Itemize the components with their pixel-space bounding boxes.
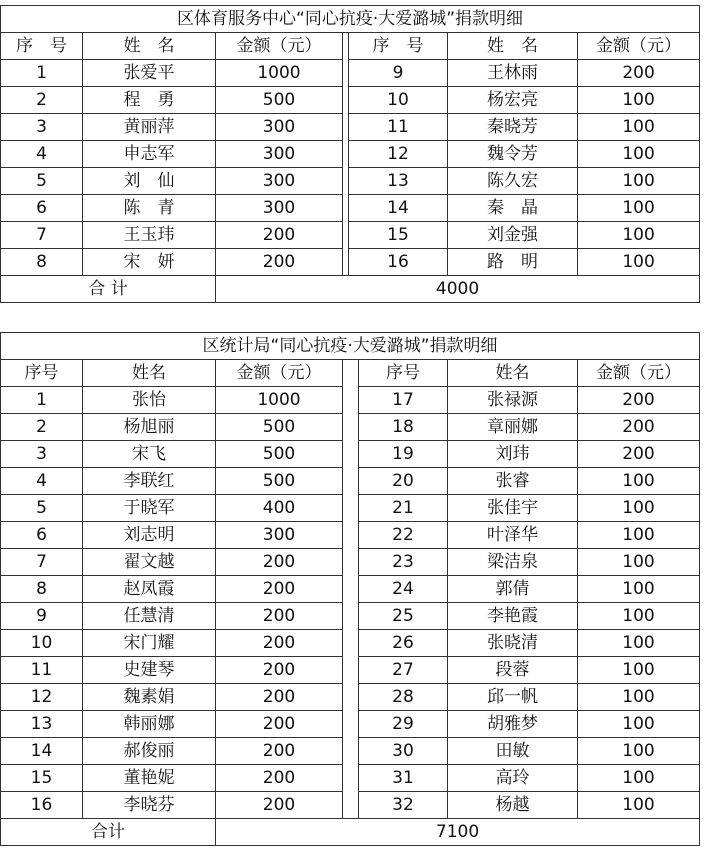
- column-divider: [343, 441, 359, 468]
- cell-amount: 100: [578, 657, 700, 684]
- cell-amount: 100: [578, 222, 700, 249]
- cell-index: 13: [1, 711, 83, 738]
- cell-index: 15: [349, 222, 448, 249]
- donation-table-statistics-bureau: [0, 332, 700, 846]
- column-divider: [343, 792, 359, 819]
- cell-index: 2: [1, 87, 83, 114]
- cell-amount: 1000: [216, 387, 343, 414]
- cell-index: 18: [359, 414, 448, 441]
- cell-index: 4: [1, 141, 83, 168]
- cell-name: 魏令芳: [448, 141, 578, 168]
- cell-index: 9: [349, 60, 448, 87]
- cell-amount: 200: [216, 738, 343, 765]
- cell-index: 30: [359, 738, 448, 765]
- column-divider: [343, 657, 359, 684]
- cell-name: 胡雅梦: [448, 711, 578, 738]
- cell-name: 李艳霞: [448, 603, 578, 630]
- cell-name: 刘 仙: [83, 168, 216, 195]
- cell-amount: 1000: [216, 60, 343, 87]
- cell-index: 19: [359, 441, 448, 468]
- cell-name: 张禄源: [448, 387, 578, 414]
- cell-index: 28: [359, 684, 448, 711]
- cell-index: 1: [1, 387, 83, 414]
- cell-index: 14: [349, 195, 448, 222]
- cell-amount: 100: [578, 792, 700, 819]
- cell-index: 16: [349, 249, 448, 276]
- cell-amount: 100: [578, 141, 700, 168]
- table-title: 区统计局“同心抗疫·大爱潞城”捐款明细: [1, 333, 700, 360]
- cell-name: 李联红: [83, 468, 216, 495]
- cell-index: 10: [349, 87, 448, 114]
- cell-index: 7: [1, 549, 83, 576]
- cell-index: 8: [1, 576, 83, 603]
- table-row: [1, 468, 700, 495]
- cell-index: 10: [1, 630, 83, 657]
- cell-name: 陈 青: [83, 195, 216, 222]
- cell-amount: 200: [216, 549, 343, 576]
- header-row: [1, 360, 700, 387]
- cell-index: 32: [359, 792, 448, 819]
- cell-amount: 200: [216, 603, 343, 630]
- column-divider: [343, 630, 359, 657]
- cell-name: 申志军: [83, 141, 216, 168]
- cell-amount: 200: [216, 765, 343, 792]
- cell-name: 杨宏亮: [448, 87, 578, 114]
- cell-amount: 300: [216, 522, 343, 549]
- table-row: [1, 549, 700, 576]
- cell-index: 22: [359, 522, 448, 549]
- cell-index: 4: [1, 468, 83, 495]
- cell-index: 11: [349, 114, 448, 141]
- cell-index: 16: [1, 792, 83, 819]
- cell-index: 7: [1, 222, 83, 249]
- column-divider: [343, 603, 359, 630]
- total-value: 7100: [216, 819, 700, 846]
- cell-name: 王玉玮: [83, 222, 216, 249]
- cell-name: 刘志明: [83, 522, 216, 549]
- cell-name: 翟文越: [83, 549, 216, 576]
- header-row: [1, 33, 700, 60]
- table-row: [1, 414, 700, 441]
- cell-amount: 100: [578, 711, 700, 738]
- cell-index: 14: [1, 738, 83, 765]
- cell-name: 王林雨: [448, 60, 578, 87]
- table-row: [1, 441, 700, 468]
- total-row: [1, 819, 700, 846]
- cell-name: 邱一帆: [448, 684, 578, 711]
- cell-name: 于晓军: [83, 495, 216, 522]
- table-row: [1, 684, 700, 711]
- cell-index: 21: [359, 495, 448, 522]
- cell-amount: 100: [578, 522, 700, 549]
- table-row: [1, 87, 700, 114]
- cell-amount: 500: [216, 87, 343, 114]
- table-row: [1, 141, 700, 168]
- cell-index: 5: [1, 495, 83, 522]
- table-row: [1, 60, 700, 87]
- cell-name: 宋 妍: [83, 249, 216, 276]
- cell-index: 29: [359, 711, 448, 738]
- cell-index: 6: [1, 195, 83, 222]
- table-row: [1, 630, 700, 657]
- cell-name: 史建琴: [83, 657, 216, 684]
- cell-amount: 100: [578, 684, 700, 711]
- header-amount: 金额（元）: [216, 33, 343, 60]
- cell-name: 段蓉: [448, 657, 578, 684]
- cell-name: 张爱平: [83, 60, 216, 87]
- cell-index: 24: [359, 576, 448, 603]
- cell-amount: 100: [578, 765, 700, 792]
- table-row: [1, 168, 700, 195]
- cell-name: 梁洁泉: [448, 549, 578, 576]
- table-title: 区体育服务中心“同心抗疫·大爱潞城”捐款明细: [1, 6, 700, 33]
- cell-name: 陈久宏: [448, 168, 578, 195]
- cell-index: 17: [359, 387, 448, 414]
- cell-name: 韩丽娜: [83, 711, 216, 738]
- cell-amount: 100: [578, 603, 700, 630]
- cell-name: 郝俊丽: [83, 738, 216, 765]
- cell-name: 宋门耀: [83, 630, 216, 657]
- cell-index: 2: [1, 414, 83, 441]
- cell-name: 张晓清: [448, 630, 578, 657]
- cell-amount: 400: [216, 495, 343, 522]
- total-row: [1, 276, 700, 303]
- column-divider: [343, 711, 359, 738]
- cell-amount: 200: [216, 249, 343, 276]
- cell-name: 赵凤霞: [83, 576, 216, 603]
- header-index: 序 号: [349, 33, 448, 60]
- cell-name: 叶泽华: [448, 522, 578, 549]
- cell-name: 张睿: [448, 468, 578, 495]
- column-divider: [343, 414, 359, 441]
- cell-amount: 100: [578, 249, 700, 276]
- column-divider: [343, 684, 359, 711]
- cell-index: 31: [359, 765, 448, 792]
- cell-amount: 300: [216, 168, 343, 195]
- cell-index: 3: [1, 441, 83, 468]
- cell-amount: 200: [216, 684, 343, 711]
- table-row: [1, 711, 700, 738]
- cell-amount: 200: [216, 576, 343, 603]
- cell-name: 田敏: [448, 738, 578, 765]
- header-name: 姓 名: [83, 33, 216, 60]
- header-name: 姓名: [448, 360, 578, 387]
- table-row: [1, 249, 700, 276]
- cell-index: 11: [1, 657, 83, 684]
- column-divider: [343, 549, 359, 576]
- table-row: [1, 387, 700, 414]
- cell-name: 董艳妮: [83, 765, 216, 792]
- header-name: 姓 名: [448, 33, 578, 60]
- table-row: [1, 114, 700, 141]
- cell-index: 5: [1, 168, 83, 195]
- cell-index: 3: [1, 114, 83, 141]
- total-label: 合 计: [1, 276, 216, 303]
- cell-name: 张怡: [83, 387, 216, 414]
- cell-index: 8: [1, 249, 83, 276]
- cell-name: 张佳宇: [448, 495, 578, 522]
- header-amount: 金额（元）: [578, 360, 700, 387]
- cell-name: 杨越: [448, 792, 578, 819]
- donation-table-sports-center: [0, 5, 700, 303]
- table-row: [1, 765, 700, 792]
- cell-amount: 200: [216, 711, 343, 738]
- table-row: [1, 522, 700, 549]
- cell-index: 20: [359, 468, 448, 495]
- cell-name: 章丽娜: [448, 414, 578, 441]
- cell-amount: 200: [216, 222, 343, 249]
- cell-index: 13: [349, 168, 448, 195]
- cell-index: 1: [1, 60, 83, 87]
- cell-amount: 300: [216, 195, 343, 222]
- cell-index: 26: [359, 630, 448, 657]
- table-row: [1, 222, 700, 249]
- table-row: [1, 738, 700, 765]
- cell-name: 黄丽萍: [83, 114, 216, 141]
- cell-index: 23: [359, 549, 448, 576]
- table-row: [1, 603, 700, 630]
- cell-index: 6: [1, 522, 83, 549]
- cell-index: 15: [1, 765, 83, 792]
- table-row: [1, 576, 700, 603]
- cell-amount: 300: [216, 141, 343, 168]
- cell-amount: 100: [578, 168, 700, 195]
- header-amount: 金额（元）: [216, 360, 343, 387]
- cell-name: 杨旭丽: [83, 414, 216, 441]
- cell-amount: 300: [216, 114, 343, 141]
- table-row: [1, 195, 700, 222]
- cell-name: 魏素娟: [83, 684, 216, 711]
- cell-name: 郭倩: [448, 576, 578, 603]
- column-divider: [343, 387, 359, 414]
- cell-name: 宋飞: [83, 441, 216, 468]
- cell-amount: 200: [578, 441, 700, 468]
- total-label: 合计: [1, 819, 216, 846]
- column-divider: [343, 765, 359, 792]
- cell-name: 刘玮: [448, 441, 578, 468]
- cell-index: 25: [359, 603, 448, 630]
- cell-amount: 100: [578, 195, 700, 222]
- cell-name: 刘金强: [448, 222, 578, 249]
- total-value: 4000: [216, 276, 700, 303]
- column-divider: [343, 522, 359, 549]
- cell-amount: 500: [216, 414, 343, 441]
- cell-amount: 100: [578, 630, 700, 657]
- cell-name: 高玲: [448, 765, 578, 792]
- cell-amount: 100: [578, 549, 700, 576]
- column-divider: [343, 468, 359, 495]
- header-index: 序号: [1, 360, 83, 387]
- cell-amount: 200: [216, 792, 343, 819]
- cell-amount: 200: [216, 630, 343, 657]
- cell-amount: 200: [578, 414, 700, 441]
- cell-amount: 100: [578, 495, 700, 522]
- cell-amount: 100: [578, 87, 700, 114]
- cell-index: 12: [349, 141, 448, 168]
- cell-amount: 200: [578, 60, 700, 87]
- table-row: [1, 792, 700, 819]
- column-divider: [343, 495, 359, 522]
- cell-name: 秦晓芳: [448, 114, 578, 141]
- table-row: [1, 657, 700, 684]
- cell-amount: 200: [578, 387, 700, 414]
- cell-amount: 100: [578, 576, 700, 603]
- cell-amount: 500: [216, 441, 343, 468]
- cell-name: 李晓芬: [83, 792, 216, 819]
- header-name: 姓名: [83, 360, 216, 387]
- cell-name: 路 明: [448, 249, 578, 276]
- column-divider: [343, 738, 359, 765]
- cell-amount: 500: [216, 468, 343, 495]
- header-index: 序 号: [1, 33, 83, 60]
- cell-index: 9: [1, 603, 83, 630]
- table-row: [1, 495, 700, 522]
- cell-amount: 100: [578, 738, 700, 765]
- cell-name: 程 勇: [83, 87, 216, 114]
- header-amount: 金额（元）: [578, 33, 700, 60]
- cell-name: 秦 晶: [448, 195, 578, 222]
- cell-amount: 100: [578, 114, 700, 141]
- column-divider: [343, 360, 359, 387]
- header-index: 序号: [359, 360, 448, 387]
- cell-amount: 200: [216, 657, 343, 684]
- cell-index: 12: [1, 684, 83, 711]
- cell-amount: 100: [578, 468, 700, 495]
- cell-name: 任慧清: [83, 603, 216, 630]
- cell-index: 27: [359, 657, 448, 684]
- column-divider: [343, 576, 359, 603]
